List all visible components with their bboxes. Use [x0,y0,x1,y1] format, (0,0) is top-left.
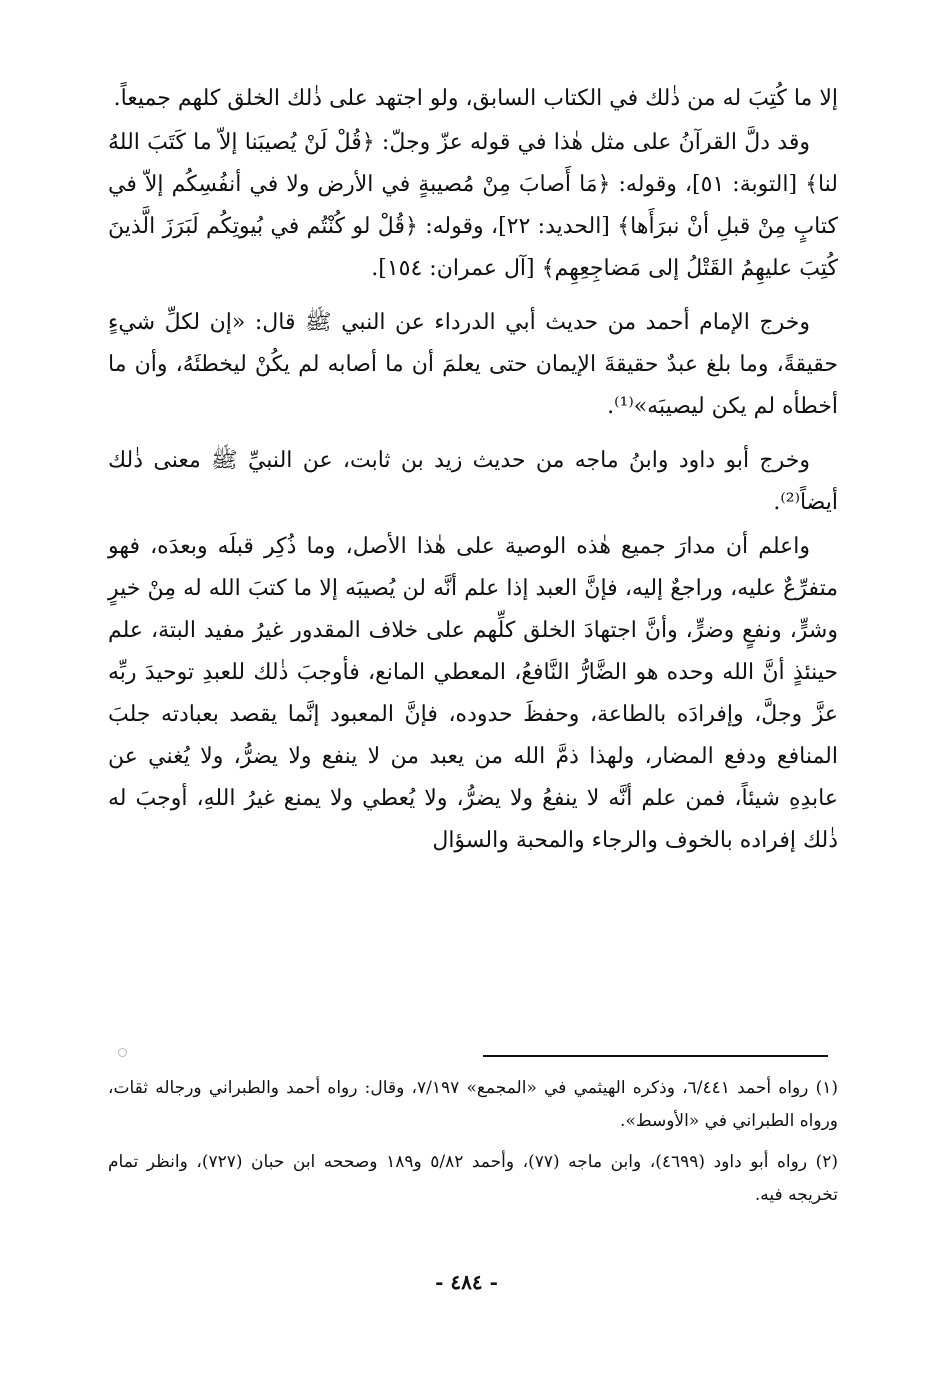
paragraph-5: واعلم أن مدارَ جميع هٰذه الوصية على هٰذا الأصل، وما ذُكِر قبلَه وبعدَه، فهو متفرِّعٌ عليه، وراجعٌ إليه، فإنَّ العبد إذا علم أنَّه لن يُصيبَه إلا ما كتبَ الله له مِنْ خيرٍ وشرٍّ، ونفعٍ وضرٍّ، وأنَّ اجتهادَ الخلق كلِّهم على خلاف المقدور غيرُ مفيد البتة، علم حينئذٍ أنَّ الله وحده هو الضَّارُّ النَّافعُ، المعطي المانع، فأوجبَ ذٰلك للعبدِ توحيدَ ربِّه عزَّ وجلَّ، وإفرادَه بالطاعة، وحفظَ حدوده، فإنَّ المعبود إنَّما يقصد بعبادته جلبَ المنافع ودفع المضار، ولهذا ذمَّ الله من يعبد من لا ينفع ولا يضرُّ، ولا يُغني عن عابدِهِ شيئاً، فمن علم أنَّه لا ينفعُ ولا يضرُّ، ولا يُعطي ولا يمنع غيرُ اللهِ، أوجبَ له ذٰلك إفراده بالخوف والرجاء والمحبة والسؤال [108,534,838,853]
footnote-1: (١) رواه أحمد ٦/٤٤١، وذكره الهيثمي في «المجمع» ٧/١٩٧، وقال: رواه أحمد والطبراني ورجاله ثقات، ورواه الطبراني في «الأوسط». [108,1078,838,1131]
paragraph-1: إلا ما كُتِبَ له من ذٰلك في الكتاب السابق، ولو اجتهد على ذٰلك الخلق كلهم جميعاً. [113,86,838,111]
footnote-divider [483,1055,828,1057]
main-text [108,78,838,874]
page-number: - ٤٨٤ - [435,1270,498,1294]
footnotes [108,1072,838,1220]
paragraph-4: وخرج أبو داود وابنُ ماجه من حديث زيد بن ثابت، عن النبيِّ ﷺ معنى ذٰلك أيضاً⁽²⁾. [108,448,838,515]
page-speck-mark [118,1048,127,1057]
footnote-2: (٢) رواه أبو داود (٤٦٩٩)، وابن ماجه (٧٧)، وأحمد ٥/٨٢ و١٨٩ وصححه ابن حبان (٧٢٧)، وانظر تمام تخريجه فيه. [108,1152,838,1205]
paragraph-3: وخرج الإمام أحمد من حديث أبي الدرداء عن النبي ﷺ قال: «إن لكلِّ شيءٍ حقيقةً، وما بلغ عبدٌ حقيقةَ الإيمان حتى يعلمَ أن ما أصابه لم يكُنْ ليخطئَهُ، وأن ما أخطأه لم يكن ليصيبَه»⁽¹⁾. [108,310,838,419]
paragraph-2: وقد دلَّ القرآنُ على مثل هٰذا في قوله عزّ وجلّ: ﴿قُلْ لَنْ يُصيبَنا إلاّ ما كَتَبَ اللهُ لنا﴾ [التوبة: ٥١]، وقوله: ﴿مَا أَصابَ مِنْ مُصيبةٍ في الأرض ولا في أنفُسِكُم إلاّ في كتابٍ مِنْ قبلِ أنْ نبرَأَها﴾ [الحديد: ٢٢]، وقوله: ﴿قُلْ لو كُنْتُم في بُيوتِكُم لَبَرَزَ الَّذينَ كُتِبَ عليهِمُ القَتْلُ إلى مَضاجِعِهِم﴾ [آل عمران: ١٥٤]. [108,130,839,281]
